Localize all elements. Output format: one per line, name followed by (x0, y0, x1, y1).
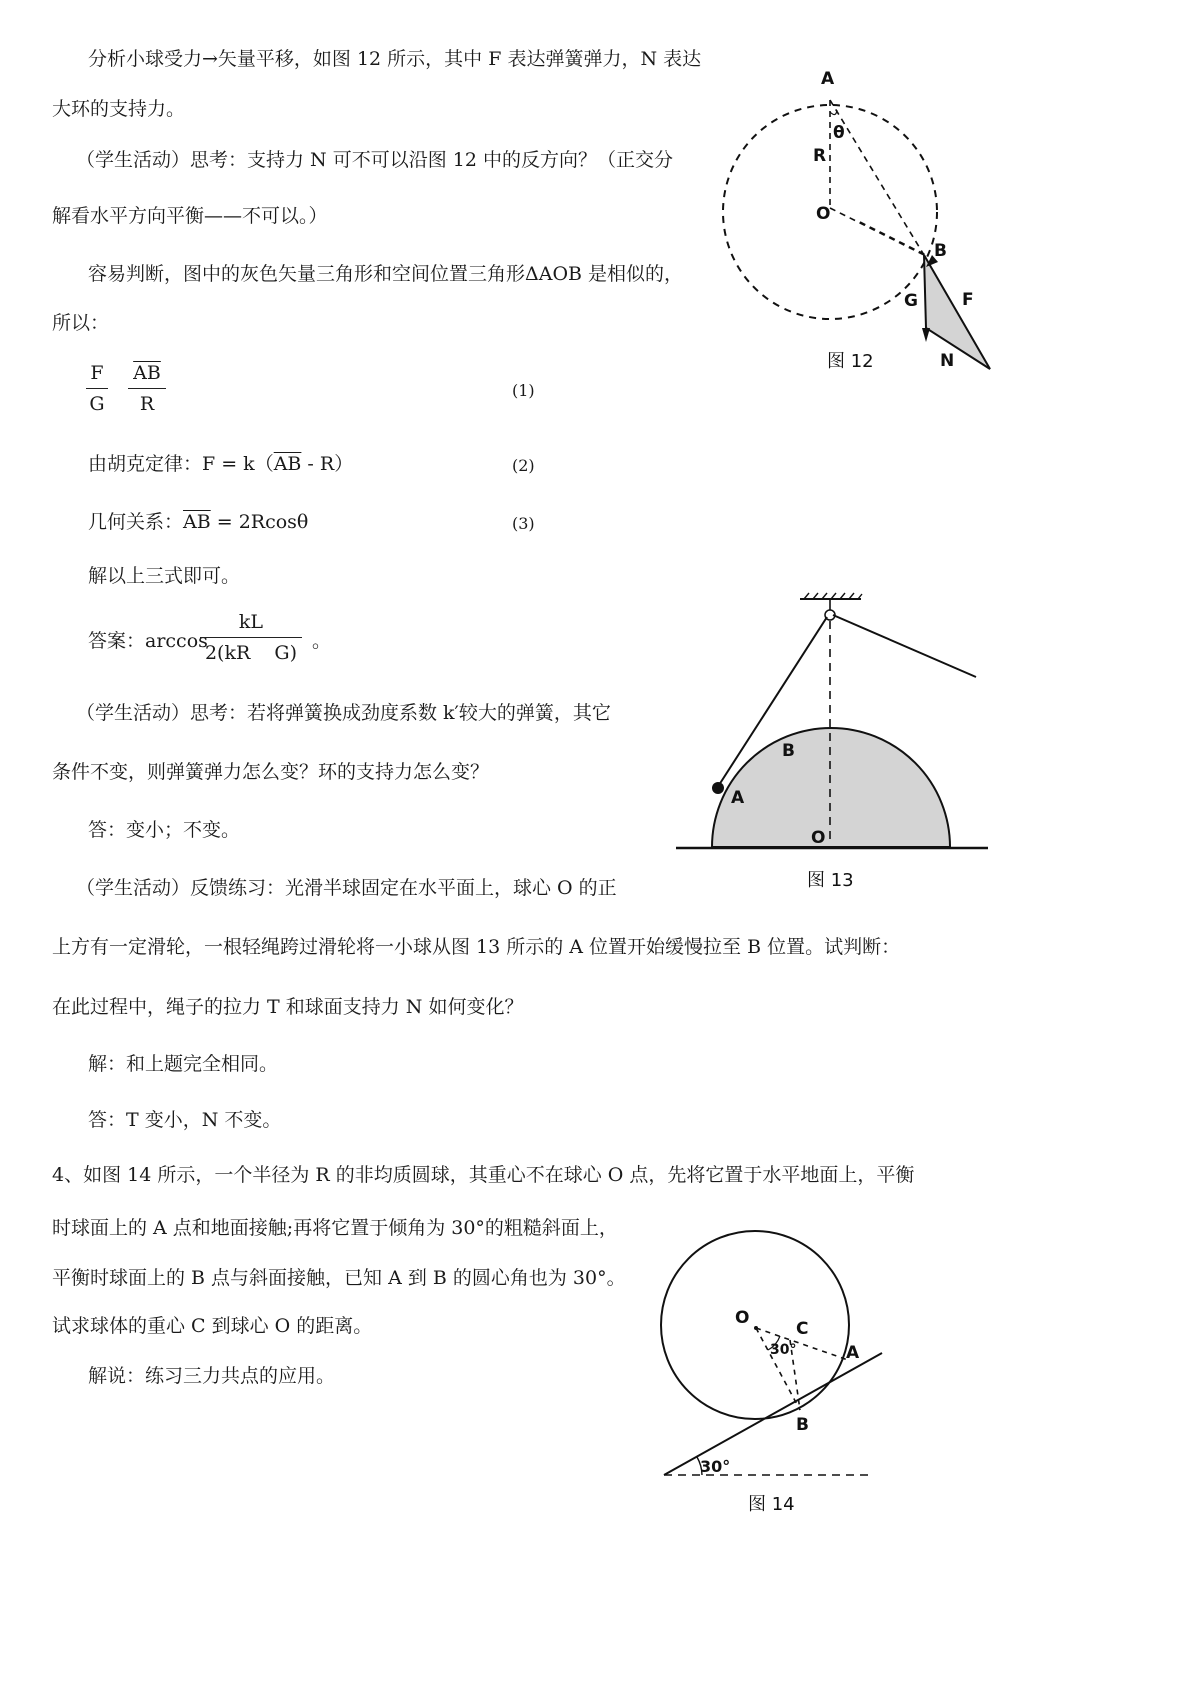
eq3-suffix: = 2Rcosθ (210, 511, 309, 533)
fig13-ball (712, 782, 724, 794)
fig12-label-N: N (940, 351, 955, 371)
eq2-suffix: - R） (301, 453, 354, 475)
fig13-rope-free (833, 615, 976, 677)
para-1-line-1: 分析小球受力→矢量平移，如图 12 所示，其中 F 表达弹簧弹力，N 表达 (88, 48, 702, 70)
fig13-hemisphere (712, 728, 950, 847)
fig13-label-O: O (811, 828, 826, 848)
eq1-num-left: F (90, 362, 104, 384)
para-7-line-1: （学生活动）反馈练习：光滑半球固定在水平面上，球心 O 的正 (76, 877, 617, 899)
fig12-label-O: O (816, 204, 831, 224)
figure-12 (700, 60, 1030, 390)
eq1-number: (1) (512, 381, 535, 400)
fig12-label-A: A (821, 69, 835, 89)
eq2-prefix: 由胡克定律：F = k（ (88, 453, 274, 475)
fig12-label-F: F (962, 290, 974, 310)
fig12-label-theta: θ (833, 123, 845, 143)
para-3-line-2: 所以： (52, 312, 110, 334)
answer-den: 2(kR G) (200, 637, 302, 664)
fig13-label-A: A (731, 788, 745, 808)
fig14-label-A: A (846, 1343, 860, 1363)
eq1-fraction-right (128, 362, 166, 415)
eq2-ab: $\overline{AB}$ (273, 453, 302, 475)
para-11: 解说：练习三力共点的应用。 (88, 1365, 336, 1387)
para-2-line-1: （学生活动）思考：支持力 N 可不可以沿图 12 中的反方向？（正交分 (76, 149, 673, 171)
para-6: 答：变小；不变。 (88, 819, 241, 841)
para-10-line-4: 试求球体的重心 C 到球心 O 的距离。 (52, 1315, 373, 1337)
figure-14-svg (650, 1210, 890, 1530)
para-7-line-3: 在此过程中，绳子的拉力 T 和球面支持力 N 如何变化？ (52, 996, 524, 1018)
figure-13 (670, 585, 1000, 905)
figure-12-svg (700, 60, 1030, 390)
eq2-line (88, 452, 353, 476)
figure-13-svg (670, 585, 1000, 905)
para-8: 解：和上题完全相同。 (88, 1053, 279, 1075)
fig14-center-dot (754, 1326, 758, 1330)
fig14-label-O: O (735, 1308, 750, 1328)
fig12-caption: 图 12 (827, 351, 874, 372)
eq1-den-left: G (86, 388, 108, 415)
para-3-line-1: 容易判断，图中的灰色矢量三角形和空间位置三角形ΔAOB 是相似的， (88, 263, 684, 285)
fig13-caption: 图 13 (807, 870, 854, 891)
eq3-ab: $\overline{AB}$ (183, 511, 211, 533)
eq2-number: (2) (512, 456, 535, 475)
fig14-label-angle-inner: 30° (770, 1342, 797, 1358)
para-7-line-2: 上方有一定滑轮，一根轻绳跨过滑轮将一小球从图 13 所示的 A 位置开始缓慢拉至 B 位置。试判断： (52, 936, 901, 958)
answer-prefix: 答案：arccos (88, 630, 208, 652)
eq3-line (88, 510, 308, 534)
fig12-arrow-G (922, 328, 930, 342)
para-5-line-2: 条件不变，则弹簧弹力怎么变？环的支持力怎么变？ (52, 761, 490, 783)
fig14-caption: 图 14 (748, 1494, 795, 1515)
para-10-line-2: 时球面上的 A 点和地面接触;再将它置于倾角为 30°的粗糙斜面上， (52, 1217, 618, 1239)
fig14-label-B: B (796, 1415, 809, 1435)
para-10-line-3: 平衡时球面上的 B 点与斜面接触，已知 A 到 B 的圆心角也为 30°。 (52, 1267, 626, 1289)
eq3-prefix: 几何关系： (88, 511, 184, 533)
para-2-line-2: 解看水平方向平衡——不可以。） (52, 205, 328, 227)
para-1-line-2: 大环的支持力。 (52, 98, 186, 120)
fig14-label-angle-slope: 30° (700, 1457, 731, 1476)
fig12-line-B-ext (860, 222, 926, 255)
fig12-label-R: R (813, 146, 827, 166)
fig12-label-G: G (904, 291, 918, 311)
answer-suffix: 。 (312, 630, 332, 652)
fig12-label-B: B (934, 241, 947, 261)
eq1-fraction-left (86, 362, 108, 415)
para-5-line-1: （学生活动）思考：若将弹簧换成劲度系数 k′较大的弹簧，其它 (76, 702, 611, 724)
figure-14 (650, 1210, 890, 1530)
eq1-den-right: R (128, 388, 166, 415)
fig14-label-C: C (796, 1319, 809, 1339)
fig12-line-OB (830, 208, 924, 255)
para-9: 答：T 变小，N 不变。 (88, 1109, 282, 1131)
eq1-num-right: $\overline{AB}$ (133, 362, 161, 384)
answer-num: kL (238, 611, 264, 633)
fig14-sphere (661, 1231, 849, 1419)
para-4: 解以上三式即可。 (88, 565, 241, 587)
eq3-number: (3) (512, 514, 535, 533)
answer-fraction (200, 611, 302, 664)
fig13-label-B: B (782, 741, 795, 761)
fig12-gray-vector-triangle (924, 255, 990, 369)
para-10-line-1: 4、如图 14 所示，一个半径为 R 的非均质圆球，其重心不在球心 O 点，先将它置于水平地面上，平衡 (52, 1164, 915, 1186)
